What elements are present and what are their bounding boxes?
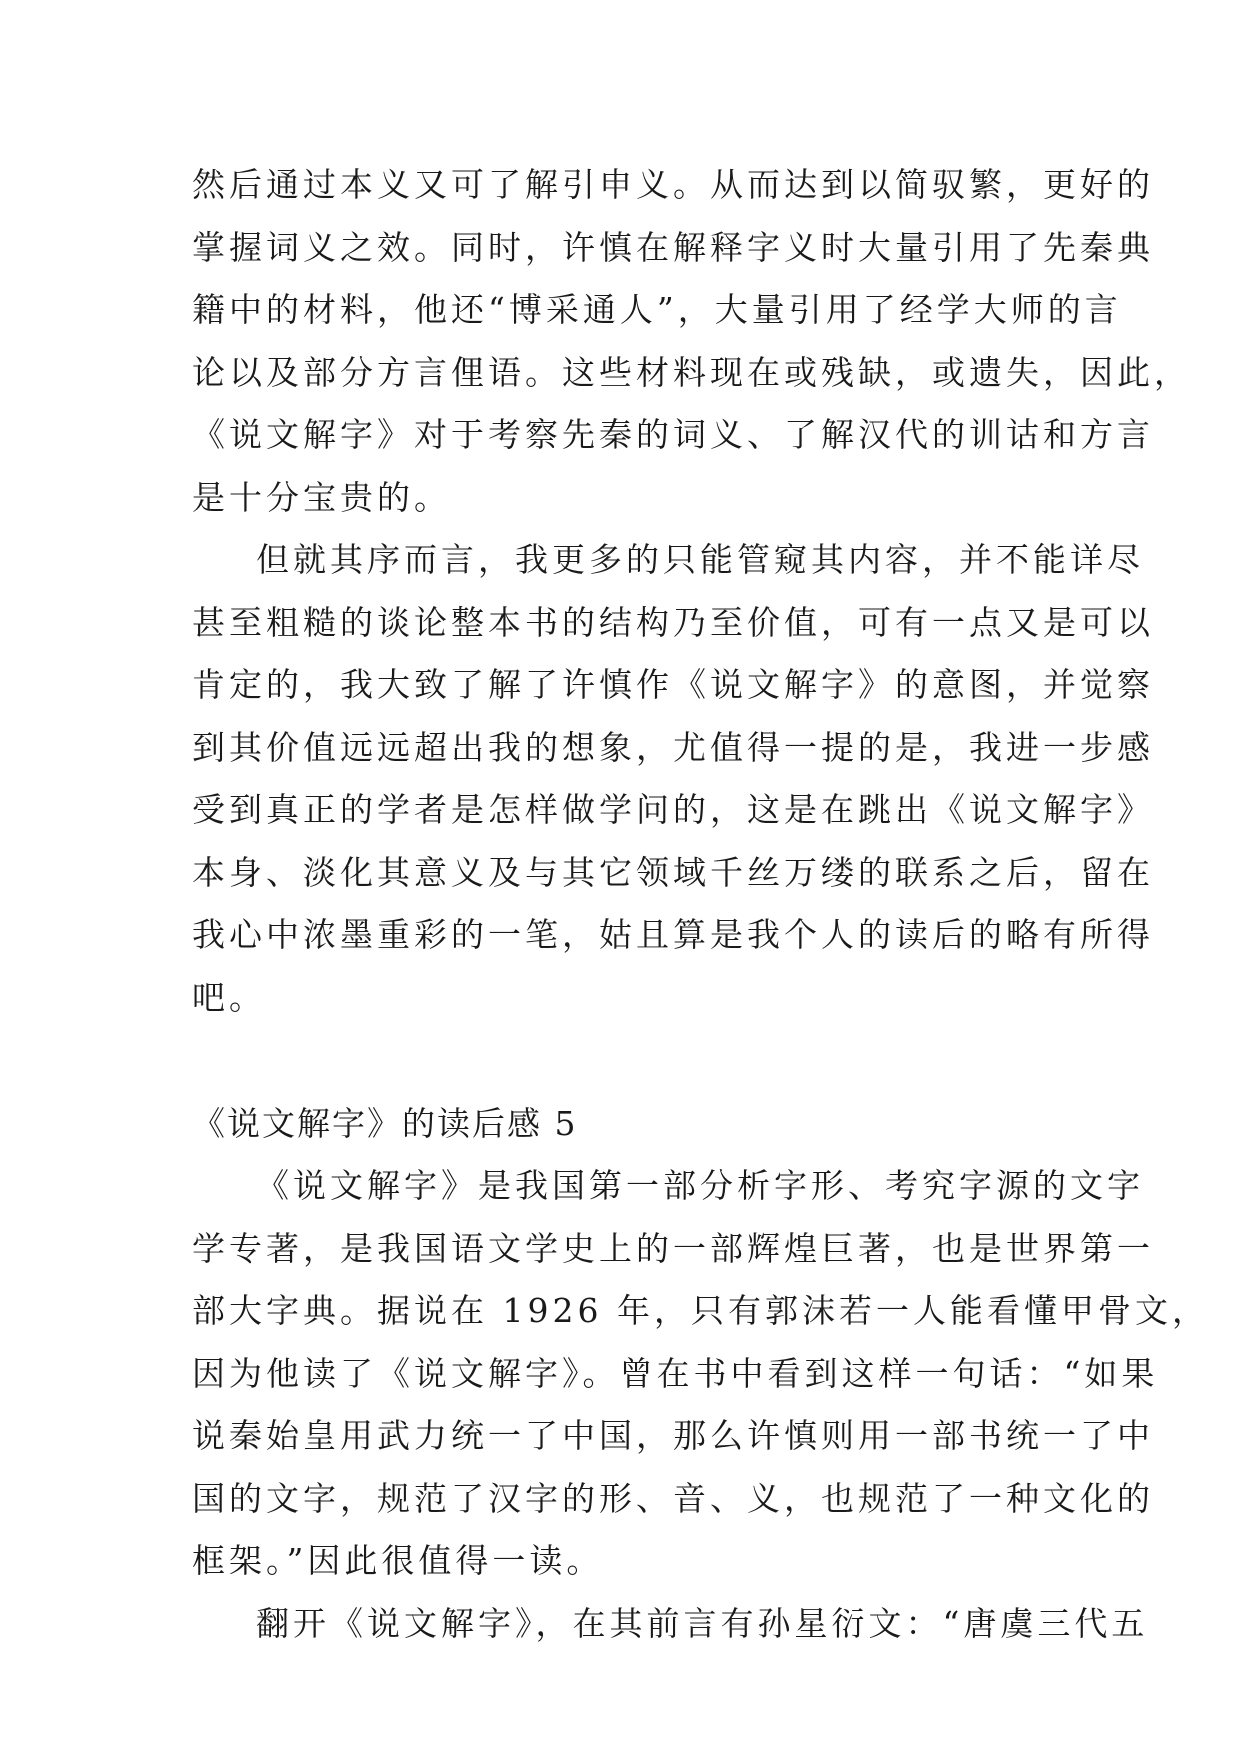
paragraph-first-line: 但就其序而言，我更多的只能管窥其内容，并不能详尽 xyxy=(256,540,1144,579)
text-line: 是十分宝贵的。 xyxy=(192,478,451,517)
text-line: 因为他读了《说文解字》。曾在书中看到这样一句话：“如果 xyxy=(192,1354,1159,1393)
text-line: 受到真正的学者是怎样做学问的，这是在跳出《说文解字》 xyxy=(192,790,1154,829)
text-line: 框架。”因此很值得一读。 xyxy=(192,1541,604,1580)
text-line: 到其价值远远超出我的想象，尤值得一提的是，我进一步感 xyxy=(192,728,1154,767)
text-line: 部大字典。据说在 1926 年，只有郭沫若一人能看懂甲骨文， xyxy=(192,1291,1209,1330)
section-heading: 《说文解字》的读后感 5 xyxy=(192,1104,578,1143)
text-line: 甚至粗糙的谈论整本书的结构乃至价值，可有一点又是可以 xyxy=(192,603,1154,642)
text-line: 掌握词义之效。同时，许慎在解释字义时大量引用了先秦典 xyxy=(192,228,1154,267)
text-line: 然后通过本义又可了解引申义。从而达到以简驭繁，更好的 xyxy=(192,165,1154,204)
text-line: 籍中的材料，他还“博采通人”，大量引用了经学大师的言 xyxy=(192,290,1122,329)
paragraph-first-line: 翻开《说文解字》，在其前言有孙星衍文：“唐虞三代五 xyxy=(256,1604,1149,1643)
text-line: 肯定的，我大致了解了许慎作《说文解字》的意图，并觉察 xyxy=(192,665,1154,704)
text-line: 学专著，是我国语文学史上的一部辉煌巨著，也是世界第一 xyxy=(192,1229,1154,1268)
paragraph-first-line: 《说文解字》是我国第一部分析字形、考究字源的文字 xyxy=(256,1166,1144,1205)
text-line: 我心中浓墨重彩的一笔，姑且算是我个人的读后的略有所得 xyxy=(192,915,1154,954)
text-line: 吧。 xyxy=(192,978,266,1017)
text-line: 国的文字，规范了汉字的形、音、义，也规范了一种文化的 xyxy=(192,1479,1154,1518)
text-line: 《说文解字》对于考察先秦的词义、了解汉代的训诂和方言 xyxy=(192,415,1154,454)
text-line: 论以及部分方言俚语。这些材料现在或残缺，或遗失，因此， xyxy=(192,353,1191,392)
text-line: 本身、淡化其意义及与其它领域千丝万缕的联系之后，留在 xyxy=(192,853,1154,892)
text-line: 说秦始皇用武力统一了中国，那么许慎则用一部书统一了中 xyxy=(192,1416,1154,1455)
